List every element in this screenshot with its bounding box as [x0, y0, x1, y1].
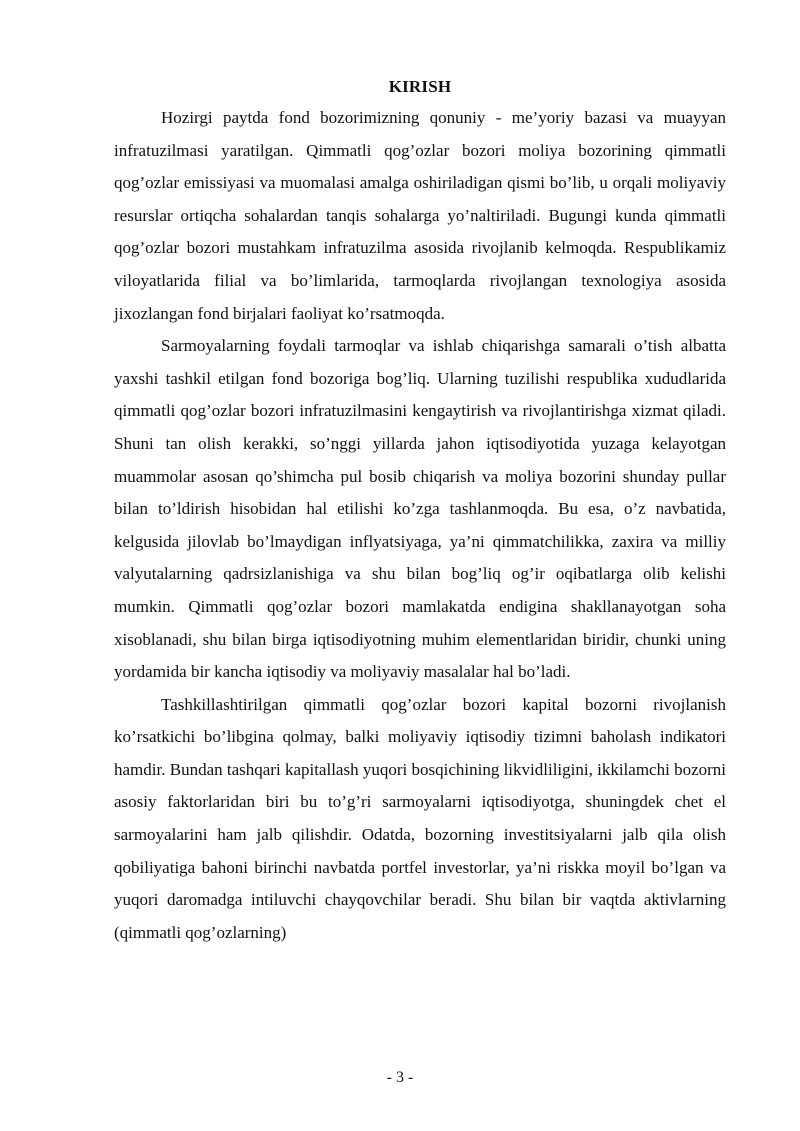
paragraph-1: Hozirgi paytda fond bozorimizning qonuniy - me’yoriy bazasi va muayyan infratuzilmasi yaratilgan. Qimmatli qog’ozlar bozori moliya bozorining qimmatli qog’ozlar emissiyasi va muomalasi amalga oshiriladigan qismi bo’lib, u orqali moliyaviy resurslar ortiqcha sohalardan tanqis sohalarga yo’naltiriladi. Bugungi kunda qimmatli qog’ozlar bozori mustahkam infratuzilma asosida rivojlanib kelmoqda. Respublikamiz viloyatlarida filial va bo’limlarida, tarmoqlarda rivojlangan texnologiya asosida jixozlangan fond birjalari faoliyat ko’rsatmoqda. — [114, 108, 726, 323]
paragraph-3: Tashkillashtirilgan qimmatli qog’ozlar bozori kapital bozorni rivojlanish ko’rsatkichi bo’libgina qolmay, balki moliyaviy iqtisodiy tizimni baholash indikatori hamdir. Bundan tashqari kapitallash yuqori bosqichining likvidliligini, ikkilamchi bozorni asosiy faktorlaridan biri bu to’g’ri sarmoyalarni iqtisodiyotga, shuningdek chet el sarmoyalarini ham jalb qilishdir. Odatda, bozorning investitsiyalarni jalb qila olish qobiliyatiga bahoni birinchi navbatda portfel investorlar, ya’ni riskka moyil bo’lgan va yuqori daromadga intiluvchi chayqovchilar beradi. Shu bilan bir vaqtda aktivlarning (qimmatli qog’ozlarning) — [114, 694, 726, 942]
section-title: KIRISH — [388, 77, 452, 96]
paragraph-2: Sarmoyalarning foydali tarmoqlar va ishlab chiqarishga samarali o’tish albatta yaxshi tashkil etilgan fond bozoriga bog’liq. Ularning tuzilishi respublika xududlarida qimmatli qog’ozlar bozori infratuzilmasini kengaytirish va rivojlantirishga xizmat qiladi. Shuni tan olish kerakki, so’nggi yillarda jahon iqtisodiyotida yuzaga kelayotgan muammolar asosan qo’shimcha pul bosib chiqarish va moliya bozorini shunday pullar bilan to’ldirish hisobidan hal etilishi ko’zga tashlanmoqda. Bu esa, o’z navbatida, kelgusida jilovlab bo’lmaydigan inflyatsiyaga, ya’ni qimmatchilikka, zaxira va milliy valyutalarning qadrsizlanishiga va shu bilan bog’liq og’ir oqibatlarga olib kelishi mumkin. Qimmatli qog’ozlar bozori mamlakatda endigina shakllanayotgan soha xisoblanadi, shu bilan birga iqtisodiyotning muhim elementlaridan biridir, chunki uning yordamida bir kancha iqtisodiy va moliyaviy masalalar hal bo’ladi. — [114, 336, 726, 682]
page-number: - 3 - — [386, 1069, 414, 1086]
document-body — [114, 74, 726, 949]
